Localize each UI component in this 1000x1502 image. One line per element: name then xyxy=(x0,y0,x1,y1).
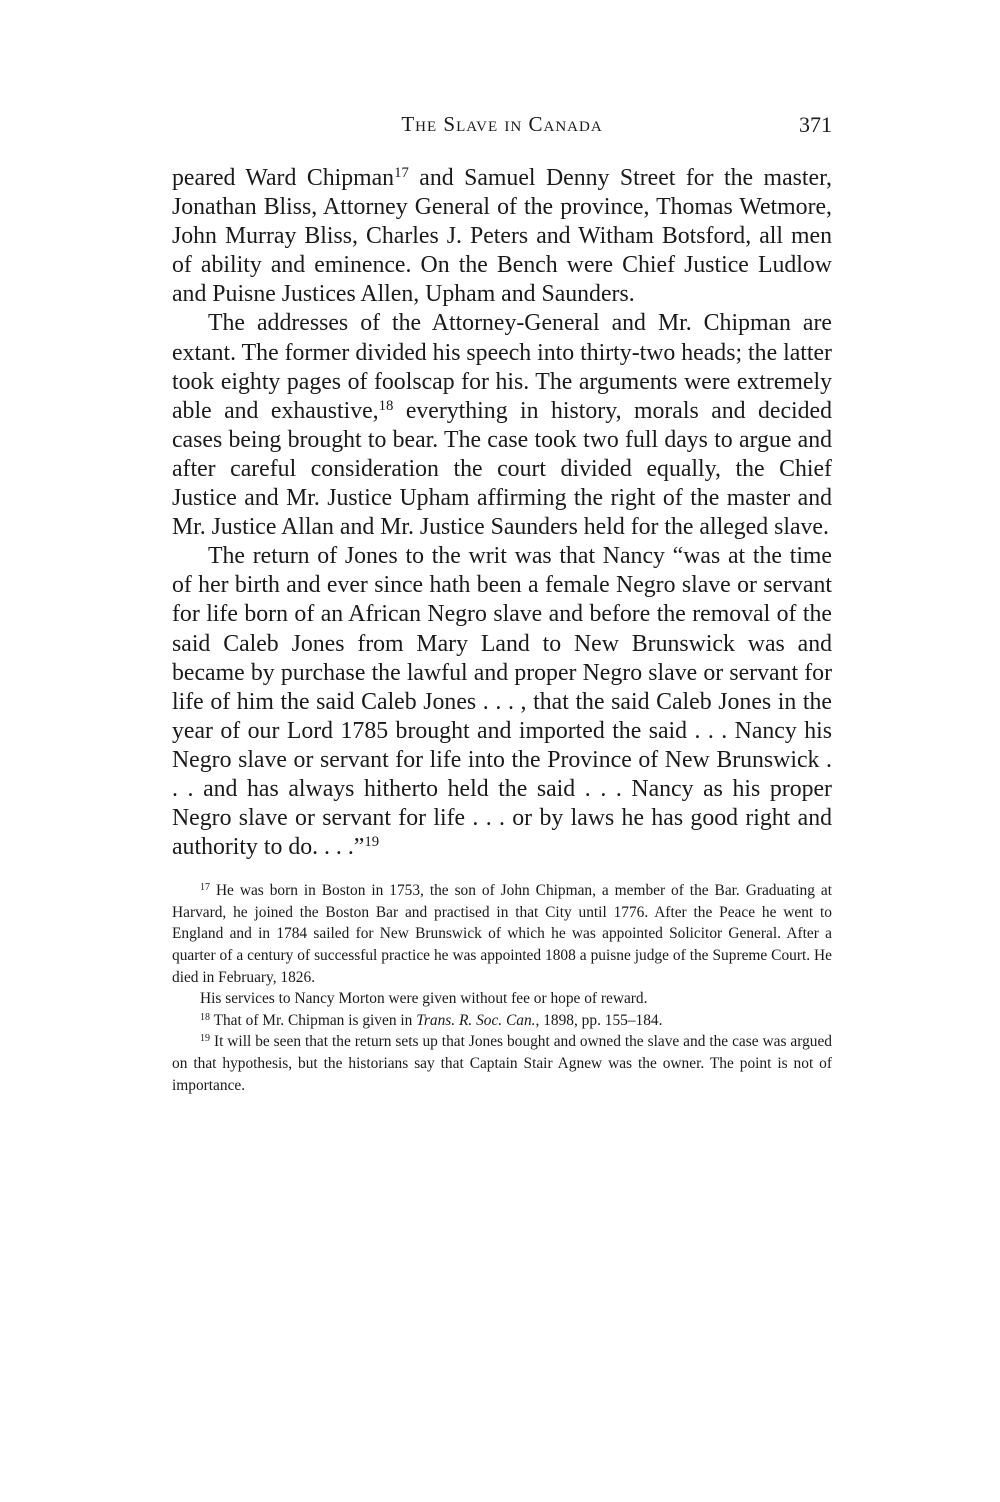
footnote-17 xyxy=(172,880,832,988)
footnotes xyxy=(172,880,832,1096)
footnote-18-citation: Trans. R. Soc. Can. xyxy=(416,1011,536,1029)
footnote-19-marker: 19 xyxy=(200,1033,210,1045)
page-number: 371 xyxy=(799,112,832,137)
paragraph-3 xyxy=(172,542,832,862)
footnote-17-continued: His services to Nancy Morton were given without fee or hope of reward. xyxy=(200,990,648,1008)
paragraph-1-text-a: peared Ward Chipman xyxy=(172,165,395,191)
footnote-ref-17: 17 xyxy=(394,164,409,181)
footnote-18-text-b: , 1898, pp. 155–184. xyxy=(535,1011,663,1029)
footnote-19-text: It will be seen that the return sets up that Jones bought and owned the slave and the case was argued on that hypothesis, but the historians say that Captain Stair Agnew was the owner. The point is not of importance. xyxy=(172,1033,832,1094)
running-title: The Slave in Canada xyxy=(401,112,603,136)
footnote-18-text-a: That of Mr. Chipman is given in xyxy=(210,1011,417,1029)
paragraph-2-text-a: The addresses of the Attorney-General and Mr. Chipman are extant. The former divided his speech into thirty-two heads; the latter took eighty pages of foolscap for his. The arguments were extremely able and exhaustive, xyxy=(172,310,832,424)
footnote-17-marker: 17 xyxy=(200,882,210,894)
footnote-ref-18: 18 xyxy=(378,397,394,414)
footnote-18 xyxy=(172,1010,832,1032)
footnote-18-marker: 18 xyxy=(200,1011,210,1023)
footnote-ref-19: 19 xyxy=(364,834,380,851)
paragraph-2 xyxy=(172,309,832,542)
running-head xyxy=(172,112,832,148)
paragraph-2-text-b: everything in history, morals and decided cases being brought to bear. The case took two full days to argue and after careful consideration the court divided equally, the Chief Justice and Mr. Justice Upham affirming the right of the master and Mr. Justice Allan and Mr. Justice Saunders held for the alleged slave. xyxy=(172,397,832,541)
body-text xyxy=(172,164,832,862)
book-page xyxy=(172,112,832,1096)
paragraph-1-text-b: and Samuel Denny Street for the master, Jonathan Bliss, Attorney General of the province, Thomas Wetmore, John Murray Bliss, Charles J. Peters and Witham Botsford, all men of ability and eminence. On the Bench were Chief Justice Ludlow and Puisne Justices Allen, Upham and Saunders. xyxy=(172,165,832,308)
footnote-19 xyxy=(172,1031,832,1096)
paragraph-3-text: The return of Jones to the writ was that Nancy “was at the time of her birth and ever since hath been a female Negro slave or servant for life born of an African Negro slave and before the removal of the said Caleb Jones from Mary Land to New Brunswick was and became by purchase the lawful and proper Negro slave or servant for life of him the said Caleb Jones . . . , that the said Caleb Jones in the year of our Lord 1785 brought and imported the said . . . Nancy his Negro slave or servant for life into the Province of New Brunswick . . . and has always hitherto held the said . . . Nancy as his proper Negro slave or servant for life . . . or by laws he has good right and authority to do. . . .” xyxy=(172,543,832,861)
footnote-17-text: He was born in Boston in 1753, the son of John Chipman, a member of the Bar. Graduating at Harvard, he joined the Boston Bar and practised in that City until 1776. After the Peace he went to England and in 1784 sailed for New Brunswick of which he was appointed Solicitor General. After a quarter of a century of successful practice he was appointed 1808 a puisne judge of the Supreme Court. He died in February, 1826. xyxy=(172,882,832,986)
paragraph-1 xyxy=(172,164,832,309)
